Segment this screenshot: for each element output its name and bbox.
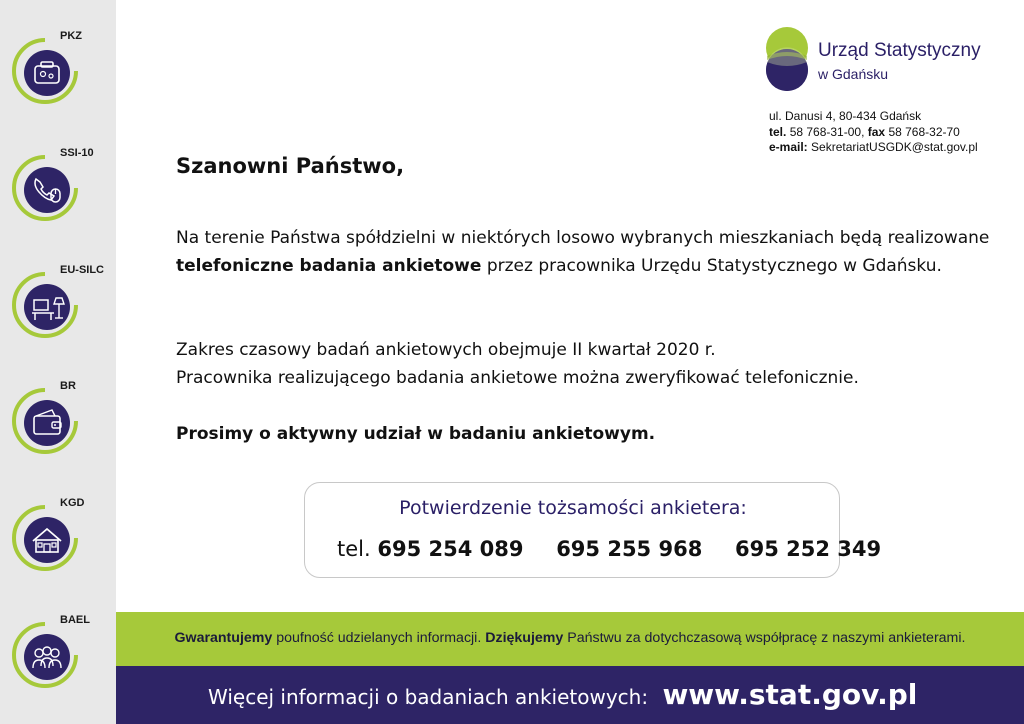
house-icon (10, 503, 80, 573)
sidebar-item-br (0, 380, 116, 480)
website-link[interactable]: www.stat.gov.pl (662, 678, 918, 711)
contact-phone-line (769, 125, 978, 141)
tel-value: 58 768-31-00, (789, 124, 865, 139)
letter-body (176, 154, 996, 444)
desk-lamp-icon (10, 270, 80, 340)
contact-info (769, 109, 978, 156)
confidentiality-band (116, 612, 1024, 666)
verification-title: Potwierdzenie tożsamości ankietera: (399, 497, 747, 519)
paragraph-intro (176, 224, 996, 280)
paragraph-schedule (176, 336, 996, 392)
fax-label: fax (867, 124, 886, 139)
confidentiality-text (116, 630, 1024, 646)
sidebar-item-eu-silc (0, 264, 116, 364)
verification-phones (337, 537, 881, 561)
fax-value: 58 768-32-70 (888, 124, 960, 139)
sidebar (0, 0, 116, 612)
more-info-label: Więcej informacji o badaniach ankietowych: (208, 685, 649, 709)
email-label: e-mail: (769, 140, 808, 154)
logo-name: Urząd Statystyczny (818, 40, 981, 61)
intro-tail: przez pracownika Urzędu Statystycznego w Gdańsku. (481, 256, 942, 276)
phone-number[interactable]: 695 252 349 (735, 537, 882, 561)
sidebar-item-kgd (0, 497, 116, 597)
sidebar-item-label: KGD (60, 497, 85, 509)
phone-mouse-icon (10, 153, 80, 223)
more-info-band (116, 666, 1024, 724)
logo-city: w Gdańsku (818, 66, 889, 82)
sidebar-item-label: PKZ (60, 30, 82, 42)
contact-address: ul. Danusi 4, 80-434 Gdańsk (769, 109, 922, 123)
sidebar-item-bael (0, 614, 116, 714)
thanks-bold: Dziękujemy (485, 630, 564, 646)
email-value[interactable]: SekretariatUSGDK@stat.gov.pl (811, 140, 978, 154)
wallet-icon (10, 386, 80, 456)
tel-prefix: tel. (337, 537, 371, 561)
intro-bold: telefoniczne badania ankietowe (176, 256, 482, 276)
schedule-line: Zakres czasowy badań ankietowych obejmuje II kwartał 2020 r. (176, 340, 716, 360)
institution-logo (764, 26, 1004, 96)
phone-number[interactable]: 695 254 089 (377, 537, 524, 561)
sidebar-item-label: BR (60, 380, 76, 392)
more-info-text (208, 678, 917, 711)
greeting: Szanowni Państwo, (176, 154, 405, 178)
sidebar-item-label: SSI-10 (60, 147, 94, 159)
phone-number[interactable]: 695 255 968 (556, 537, 703, 561)
guarantee-bold: Gwarantujemy (174, 630, 273, 646)
paragraph-request: Prosimy o aktywny udział w badaniu ankietowym. (176, 424, 656, 444)
identity-verification-box (304, 482, 882, 578)
sidebar-item-pkz (0, 30, 116, 130)
suitcase-icon (10, 36, 80, 106)
tel-label: tel. (769, 124, 787, 139)
verification-line: Pracownika realizującego badania ankietowe można zweryfikować telefonicznie. (176, 368, 859, 388)
thanks-text: Państwu za dotychczasową współpracę z naszymi ankieterami. (563, 630, 966, 646)
people-icon (10, 620, 80, 690)
intro-text: Na terenie Państwa spółdzielni w niektórych losowo wybranych mieszkaniach będą realizowane (176, 228, 990, 248)
sidebar-bottom (0, 612, 116, 724)
guarantee-text: poufność udzielanych informacji. (272, 630, 486, 646)
sidebar-item-label: EU-SILC (60, 264, 104, 276)
sidebar-item-ssi10 (0, 147, 116, 247)
sidebar-item-label: BAEL (60, 614, 90, 626)
us-gdansk-logo-mark (764, 26, 810, 92)
